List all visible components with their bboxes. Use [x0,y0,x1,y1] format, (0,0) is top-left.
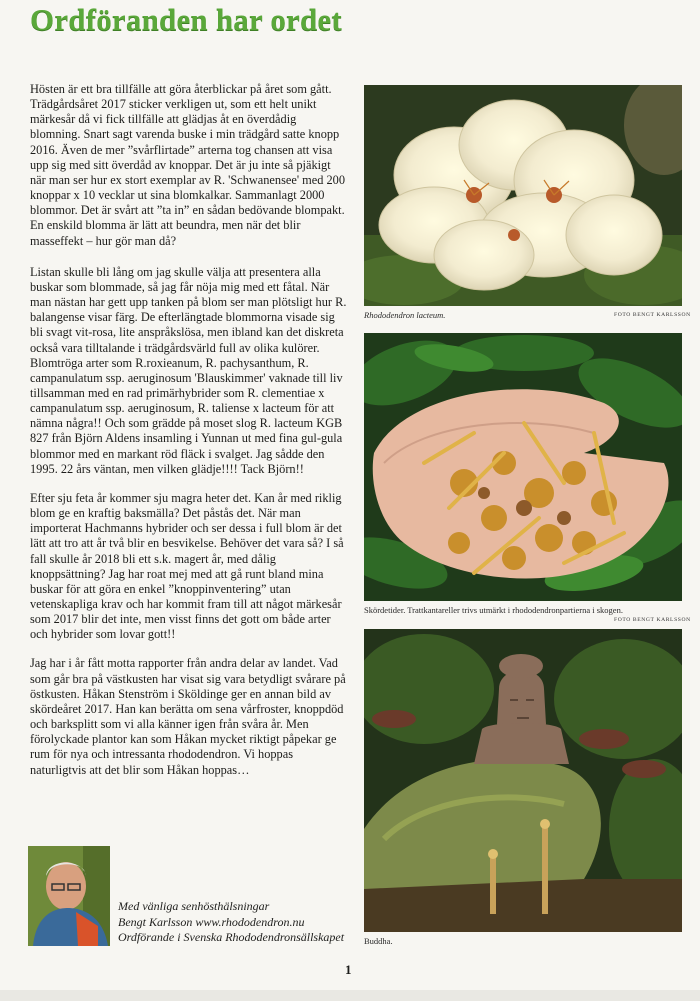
article-paragraph: Listan skulle bli lång om jag skulle välja att presentera alla buskar som blommade, så jag får nöja mig med ett fåtal. När man nästan har gett upp tanken på blom ser man plötsligt hur R. balangense visar färg. De efterlängtade blommorna visade sig bli svagt vit-rosa, lite anspråkslösa, men ibland kan det diskreta också vara tilltalande i trädgårdsvärld full av olika kulörer. Blomtröga arter som R.roxieanum, R. pachysanthum, R. campanulatum ssp. aeruginosum 'Blauskimmer' vaknade till liv tillsamman med en rad primärhybrider som R. clementiae x campanulatum ssp. aeruginosum, R. taliense x lacteum för att nämna några!! Och som grädde på moset slog R. lacteum KGB 827 från Björn Aldens insamling i Yunnan ut med fina gul-gula blommor med en markant röd fläck i svalget. Jag sådde den 1995. 22 års väntan, men vilken glädje!!!! Tack Björn!! [30,264,347,476]
photo-buddha [364,629,682,932]
photo-chanterelles [364,333,682,601]
article-paragraph: Hösten är ett bra tillfälle att göra återblickar på året som gått. Trädgårdsåret 2017 sticker verkligen ut, som ett helt unikt märkesår då vi fick tillfälle att glädjas åt en överdådig blomning. Snart sagt varenda buske i min trädgård satte knopp 2016. Även de mer ”svårflirtade” arterna tog chansen att visa upp sig med sitt överdåd av knoppar. Det är ju inte så pjäkigt när man ser hur ex stort exemplar av R. 'Schwanensee' med 200 knoppar x 10 vecklar ut sina blomkalkar. Sammanlagt 2000 blommor. Det är svårt att ”ta in” en sådan bedövande blompakt. En enskild blomma är lätt att beundra, men när det blir masseffekt – hur gör man då? [30,82,346,248]
photo-caption: Skördetider. Trattkantareller trivs utmärkt i rhododendronpartierna i skogen. [364,605,623,615]
signature-block [118,899,358,946]
photo-credit: FOTO BENGT KARLSSON [614,312,691,318]
signature-role: Ordförande i Svenska Rhododendronsällskapet [118,930,345,944]
photo-caption: Buddha. [364,936,393,946]
article-paragraph: Jag har i år fått motta rapporter från andra delar av landet. Vad som går bra på västkusten har visat sig vara betydligt svårare på östkusten. Håkan Stenström i Sköldinge ger en annan bild av skördeåret 2017. Han kan berätta om sena vårfroster, knoppdöd och barksplitt som vi alla känner igen från svåra år. Men förolyckade plantor kan som Håkan mycket riktigt påpekar ge rum för nya och intressanta rhododendron. Vi hoppas naturligtvis att det blir som Håkan hoppas… [30,656,346,777]
article-paragraph: Efter sju feta år kommer sju magra heter det. Kan år med riklig blom ge en kraftig baksmälla? Det påstås det. När man importerat Hachmanns hybrider och ser dessa i full blom är det lätt att tro att år två blir en besvikelse. Behöver det vara så? I så fall skulle år 2018 bli ett s.k. magert år, med dålig knoppsättning? Jag har roat mej med att gå runt bland mina buskar för att göra en enkel ”knoppinventering” utan vetenskapliga krav och har kommit fram till att något märkesår som 2017 blir det inte, men visst finns det gott om både arter och hybrider som lovar gott!! [30,490,344,642]
signature-greeting: Med vänliga senhösthälsningar [118,899,270,913]
signature-name: Bengt Karlsson www.rhododendron.nu [118,914,305,929]
article-body [30,82,348,792]
page-title: Ordföranden har ordet [30,2,342,37]
photo-caption: Rhododendron lacteum. [364,310,446,320]
author-portrait [28,846,110,946]
page-number: 1 [345,962,352,977]
page-footer-strip [0,990,700,1001]
photo-rhododendron-lacteum [364,85,682,306]
photo-credit: FOTO BENGT KARLSSON [614,617,691,623]
